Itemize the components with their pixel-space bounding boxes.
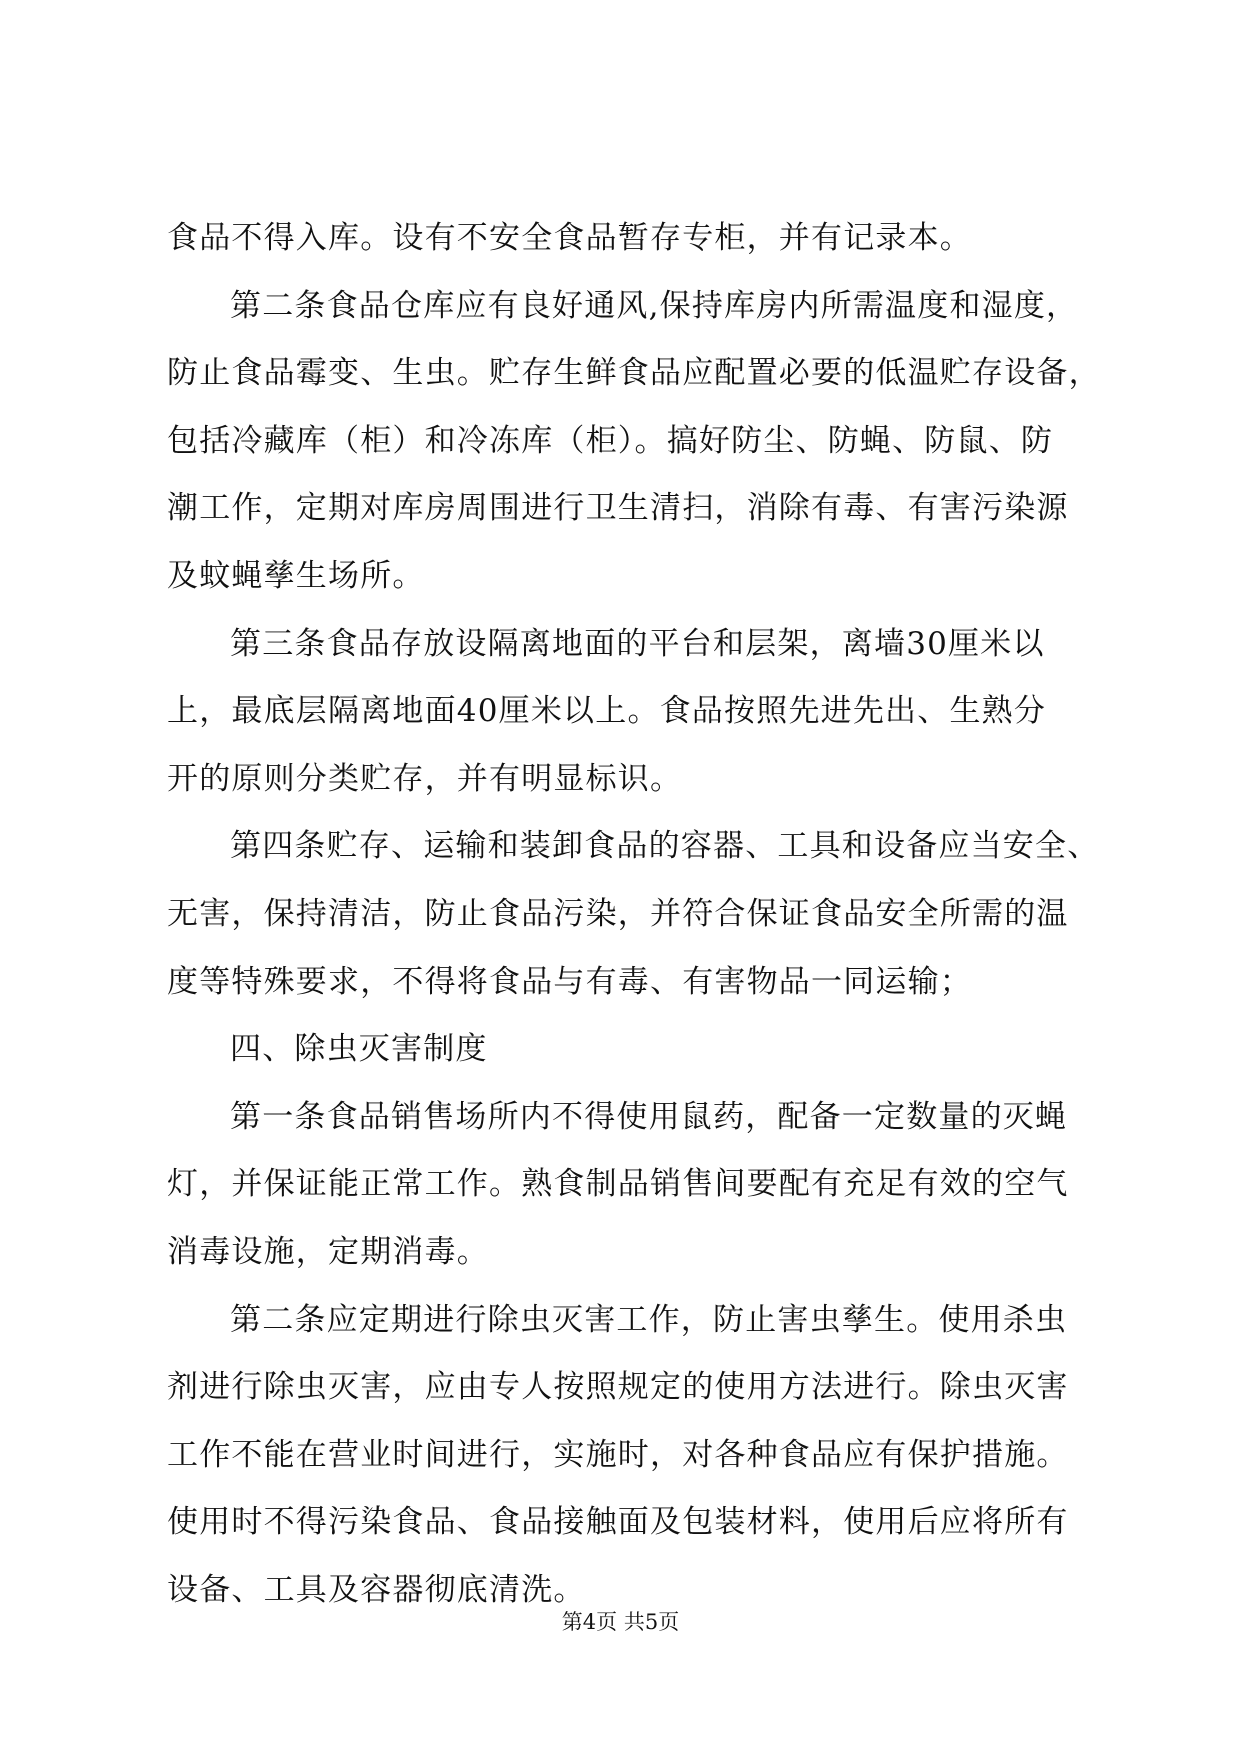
page-footer [0,1607,1241,1637]
text-line: 灯，并保证能正常工作。熟食制品销售间要配有充足有效的空气 [167,1166,1069,1203]
text-line: 第四条贮存、运输和装卸食品的容器、工具和设备应当安全、 [230,828,1100,865]
text-line: 消毒设施，定期消毒。 [167,1233,489,1270]
text-line: 剂进行除虫灭害，应由专人按照规定的使用方法进行。除虫灭害 [167,1369,1069,1406]
text-line: 上，最底层隔离地面40厘米以上。食品按照先进先出、生熟分 [167,693,1047,730]
text-line: 防止食品霉变、生虫。贮存生鲜食品应配置必要的低温贮存设备， [167,355,1101,392]
body-text [167,205,1117,1624]
text-line: 使用时不得污染食品、食品接触面及包装材料，使用后应将所有 [167,1504,1069,1541]
section-heading: 四、除虫灭害制度 [230,1031,488,1068]
text-line: 第三条食品存放设隔离地面的平台和层架，离墙30厘米以 [230,625,1045,662]
text-line: 度等特殊要求，不得将食品与有毒、有害物品一同运输； [167,963,972,1000]
text-line: 无害，保持清洁，防止食品污染，并符合保证食品安全所需的温 [167,895,1069,932]
text-line: 潮工作，定期对库房周围进行卫生清扫，消除有毒、有害污染源 [167,490,1069,527]
page-number: 第4页 共5页 [561,1610,680,1634]
text-line: 第一条食品销售场所内不得使用鼠药，配备一定数量的灭蝇 [230,1098,1068,1135]
text-line: 开的原则分类贮存，并有明显标识。 [167,760,683,797]
text-line: 设备、工具及容器彻底清洗。 [167,1571,586,1608]
text-line: 及蚊蝇孳生场所。 [167,557,425,594]
text-line: 第二条食品仓库应有良好通风,保持库房内所需温度和湿度， [230,287,1079,324]
text-line: 食品不得入库。设有不安全食品暂存专柜，并有记录本。 [167,220,972,256]
text-line: 工作不能在营业时间进行，实施时，对各种食品应有保护措施。 [167,1436,1069,1473]
text-line: 第二条应定期进行除虫灭害工作，防止害虫孳生。使用杀虫 [230,1301,1068,1338]
text-line: 包括冷藏库（柜）和冷冻库（柜）。搞好防尘、防蝇、防鼠、防 [167,422,1054,459]
